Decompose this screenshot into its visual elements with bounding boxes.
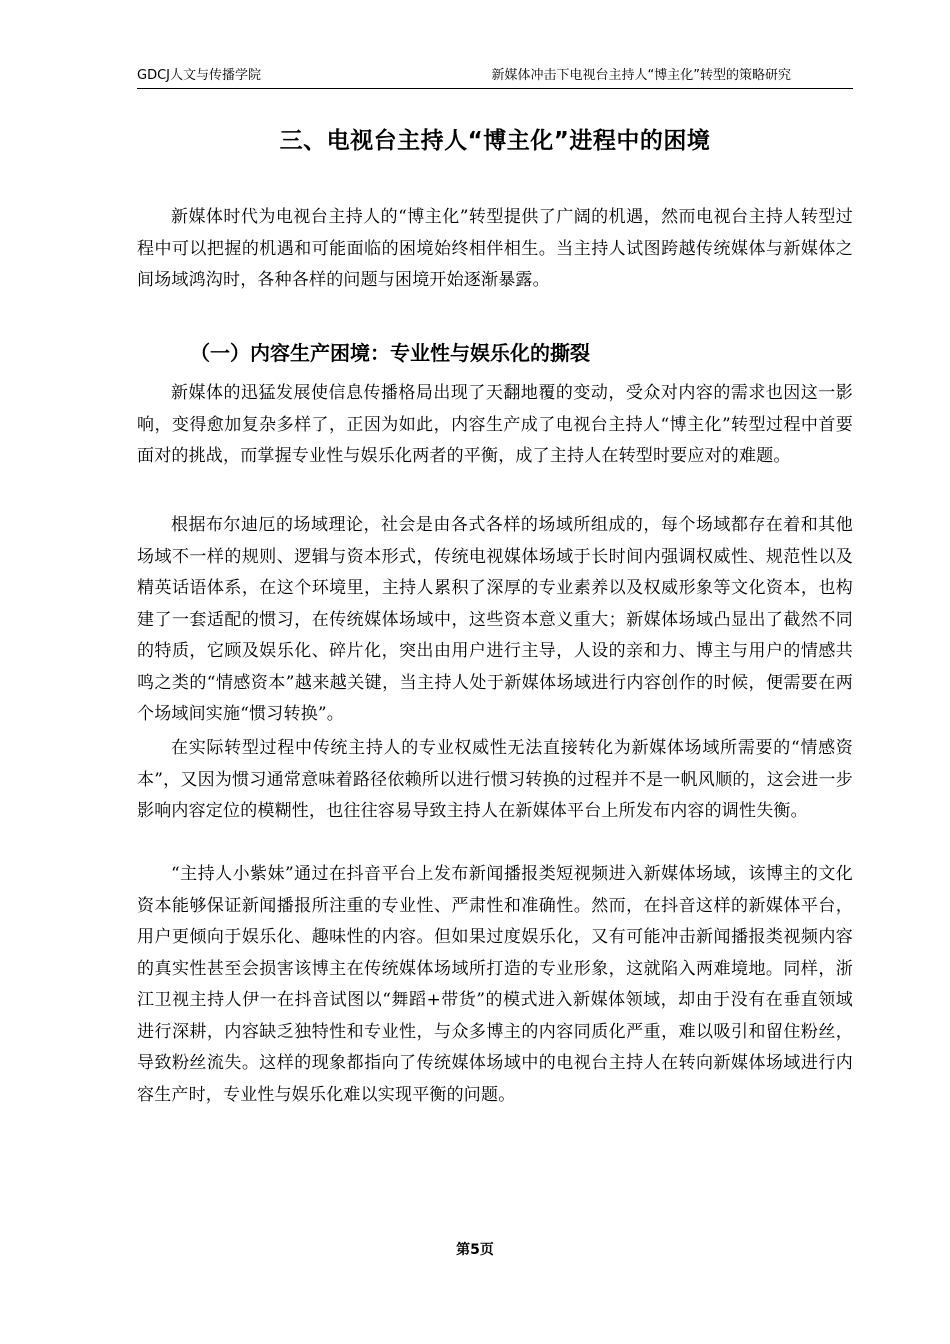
page-header: [137, 66, 853, 89]
chapter-title: 三、电视台主持人“博主化”进程中的困境: [279, 128, 711, 154]
section-title: （一）内容生产困境：专业性与娱乐化的撕裂: [190, 341, 590, 365]
header-institution: GDCJ人文与传播学院: [137, 68, 261, 83]
body-paragraph: 新媒体的迅猛发展使信息传播格局出现了天翻地覆的变动，受众对内容的需求也因这一影响，变得愈加复杂多样了，正因为如此，内容生产成了电视台主持人“博主化”转型过程中首要面对的挑战，而掌握专业性与娱乐化两者的平衡，成了主持人在转型时要应对的难题。: [137, 383, 853, 466]
body-paragraph: “主持人小紫妹”通过在抖音平台上发布新闻播报类短视频进入新媒体场域，该博主的文化资本能够保证新闻播报所注重的专业性、严肃性和准确性。然而，在抖音这样的新媒体平台，用户更倾向于娱乐化、趣味性的内容。但如果过度娱乐化，又有可能冲击新闻播报类视频内容的真实性甚至会损害该博主在传统媒体场域所打造的专业形象，这就陷入两难境地。同样，浙江卫视主持人伊一在抖音试图以“舞蹈+带货”的模式进入新媒体领域，却由于没有在垂直领域进行深耕，内容缺乏独特性和专业性，与众多博主的内容同质化严重，难以吸引和留住粉丝，导致粉丝流失。这样的现象都指向了传统媒体场域中的电视台主持人在转向新媒体场域进行内容生产时，专业性与娱乐化难以实现平衡的问题。: [137, 864, 853, 1105]
intro-paragraph: 新媒体时代为电视台主持人的“博主化”转型提供了广阔的机遇，然而电视台主持人转型过程中可以把握的机遇和可能面临的困境始终相伴相生。当主持人试图跨越传统媒体与新媒体之间场域鸿沟时，各种各样的问题与困境开始逐渐暴露。: [137, 207, 853, 290]
header-paper-title: 新媒体冲击下电视台主持人“博主化”转型的策略研究: [491, 68, 791, 83]
body-paragraph: 根据布尔迪厄的场域理论，社会是由各式各样的场域所组成的，每个场域都存在着和其他场域不一样的规则、逻辑与资本形式，传统电视媒体场域于长时间内强调权威性、规范性以及精英话语体系，在这个环境里，主持人累积了深厚的专业素养以及权威形象等文化资本，也构建了一套适配的惯习，在传统媒体场域中，这些资本意义重大；新媒体场域凸显出了截然不同的特质，它顾及娱乐化、碎片化，突出由用户进行主导，人设的亲和力、博主与用户的情感共鸣之类的“情感资本”越来越关键，当主持人处于新媒体场域进行内容创作的时候，便需要在两个场域间实施“惯习转换”。: [137, 515, 853, 724]
page-number: 第5页: [456, 1242, 494, 1258]
body-paragraph: 在实际转型过程中传统主持人的专业权威性无法直接转化为新媒体场域所需要的“情感资本”，又因为惯习通常意味着路径依赖所以进行惯习转换的过程并不是一帆风顺的，这会进一步影响内容定位的模糊性，也往往容易导致主持人在新媒体平台上所发布内容的调性失衡。: [137, 738, 853, 821]
